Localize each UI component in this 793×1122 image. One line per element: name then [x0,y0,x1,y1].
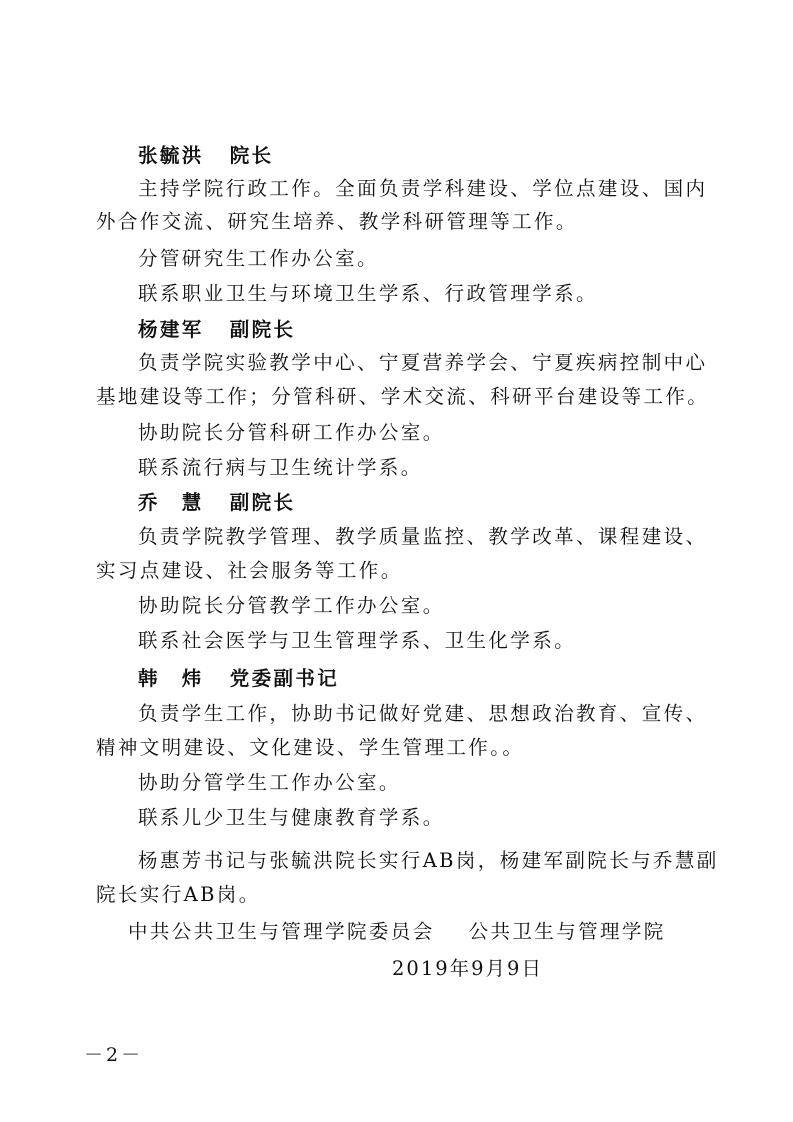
leader-heading [138,144,274,168]
duty-text: 负责学院实验教学中心、宁夏营养学会、宁夏疾病控制中心 [138,351,708,374]
office-text: 分管研究生工作办公室。 [138,247,379,270]
leader-heading [138,318,295,342]
office-text: 协助院长分管科研工作办公室。 [138,421,445,444]
signature-date: 2019年9月9日 [392,957,543,980]
office-text: 协助院长分管教学工作办公室。 [138,594,445,617]
signature-orgs [128,920,666,944]
leader-heading [138,491,295,515]
leader-name: 韩 炜 [138,667,204,690]
leader-name: 杨建军 [138,318,204,341]
leader-name: 张毓洪 [138,144,204,167]
contact-text: 联系儿少卫生与健康教育学系。 [138,806,445,829]
leader-title: 副院长 [229,491,296,514]
contact-text: 联系社会医学与卫生管理学系、卫生化学系。 [138,629,577,652]
duty-text: 外合作交流、研究生培养、教学科研管理等工作。 [96,210,578,233]
signature-org-college: 公共卫生与管理学院 [468,920,666,943]
duty-text: 实习点建设、社会服务等工作。 [96,559,403,582]
duty-text: 精神文明建设、文化建设、学生管理工作。。 [96,736,525,759]
leader-title: 院长 [229,144,274,167]
leader-name: 乔 慧 [138,491,204,514]
ab-note: 院长实行AB岗。 [96,883,261,906]
duty-text: 负责学生工作，协助书记做好党建、思想政治教育、宣传、 [138,702,708,725]
duty-text: 负责学院教学管理、教学质量监控、教学改革、课程建设、 [138,525,708,548]
contact-text: 联系流行病与卫生统计学系。 [138,456,423,479]
duty-text: 基地建设等工作；分管科研、学术交流、科研平台建设等工作。 [96,385,710,408]
duty-text: 主持学院行政工作。全面负责学科建设、学位点建设、国内 [138,177,708,200]
page-number: －2－ [84,1044,144,1066]
ab-note: 杨惠芳书记与张毓洪院长实行AB岗，杨建军副院长与乔慧副 [138,849,719,872]
leader-title: 副院长 [229,318,296,341]
office-text: 协助分管学生工作办公室。 [138,771,401,794]
leader-heading [138,667,339,691]
signature-org-party: 中共公共卫生与管理学院委员会 [128,920,435,943]
leader-title: 党委副书记 [229,667,340,690]
contact-text: 联系职业卫生与环境卫生学系、行政管理学系。 [138,282,598,305]
